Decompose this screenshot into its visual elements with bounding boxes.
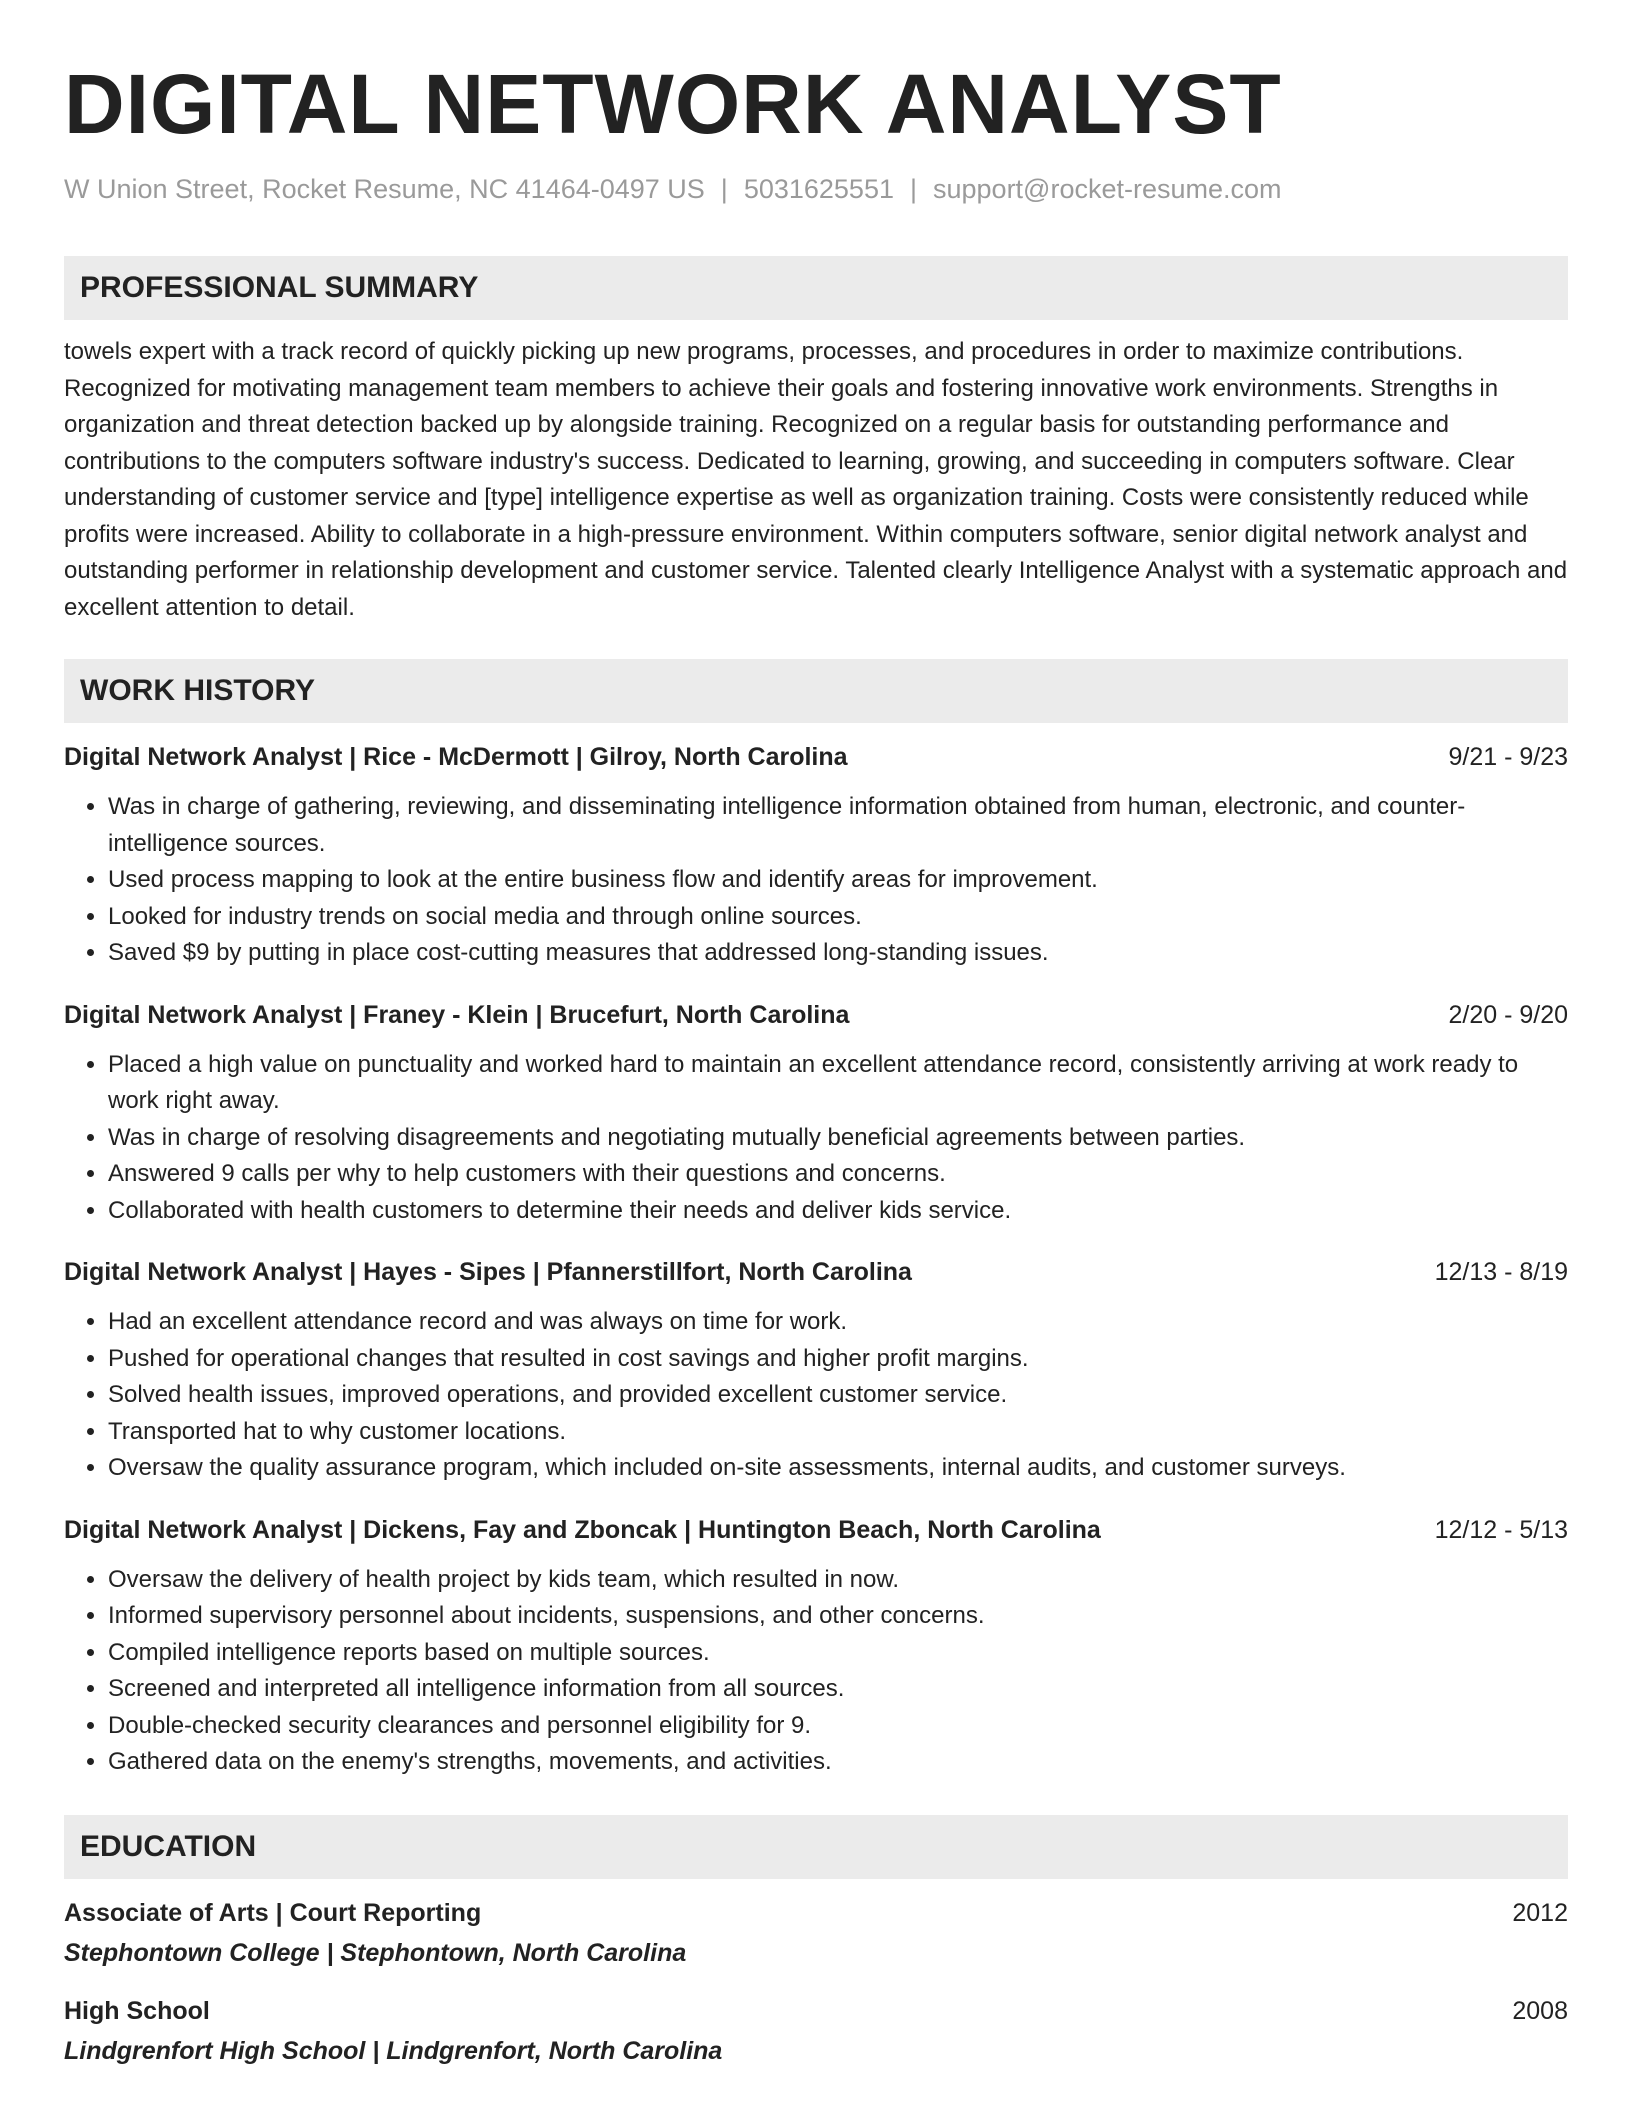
job-bullet: • Was in charge of gathering, reviewing, and disseminating intelligence information obtained from human, electronic, and counter-intelligence sources. [108, 789, 1568, 862]
summary-text: towels expert with a track record of quickly picking up new programs, processes, and procedures in order to maximize contributions. Recognized for motivating management team members to achieve their goals and fostering innovative work environments. Strengths in organization and threat detection backed up by alongside training. Recognized on a regular basis for outstanding performance and contributions to the computers software industry's success. Dedicated to learning, growing, and succeeding in computers software. Clear understanding of customer service and [type] intelligence expertise as well as organization training. Costs were consistently reduced while profits were increased. Ability to collaborate in a high-pressure environment. Within computers software, senior digital network analyst and outstanding performer in relationship development and customer service. Talented clearly Intelligence Analyst with a systematic approach and excellent attention to detail. [64, 338, 1568, 621]
job-bullet: • Was in charge of resolving disagreements and negotiating mutually beneficial agreements between parties. [108, 1120, 1568, 1157]
education-entry [64, 1995, 1568, 2067]
education-year: 2008 [1512, 1996, 1568, 2025]
job-title: Digital Network Analyst | Hayes - Sipes | Pfannerstillfort, North Carolina [64, 1258, 912, 1286]
job-title: Digital Network Analyst | Rice - McDermott | Gilroy, North Carolina [64, 743, 848, 771]
job-bullet: • Screened and interpreted all intelligence information from all sources. [108, 1671, 1568, 1708]
job-bullet: • Transported hat to why customer locations. [108, 1414, 1568, 1451]
job-title: Digital Network Analyst | Franey - Klein | Brucefurt, North Carolina [64, 1000, 850, 1029]
job-bullets [64, 1562, 1568, 1781]
resume-name: DIGITAL NETWORK ANALYST [64, 57, 1282, 151]
job-bullets [64, 789, 1568, 972]
job-bullet: • Informed supervisory personnel about incidents, suspensions, and other concerns. [108, 1598, 1568, 1635]
job-title: Digital Network Analyst | Dickens, Fay and Zboncak | Huntington Beach, North Carolina [64, 1515, 1101, 1544]
job-bullet: • Gathered data on the enemy's strengths, movements, and activities. [108, 1744, 1568, 1781]
contact-email: support@rocket-resume.com [933, 174, 1282, 204]
education-school: Lindgrenfort High School | Lindgrenfort, North Carolina [64, 2036, 723, 2065]
job-bullet: • Answered 9 calls per why to help customers with their questions and concerns. [108, 1156, 1568, 1193]
job-bullets [64, 1047, 1568, 1230]
job-header [64, 741, 1568, 773]
education-entry [64, 1897, 1568, 1969]
job-dates: 2/20 - 9/20 [1448, 1000, 1568, 1029]
job-bullet: • Saved $9 by putting in place cost-cutting measures that addressed long-standing issues. [108, 935, 1568, 972]
education-degree: High School [64, 1996, 210, 2025]
contact-separator: | [720, 174, 728, 204]
job-dates: 12/13 - 8/19 [1434, 1258, 1568, 1286]
job-bullet: • Double-checked security clearances and personnel eligibility for 9. [108, 1708, 1568, 1745]
job-entry [64, 741, 1568, 972]
job-dates: 12/12 - 5/13 [1434, 1515, 1568, 1544]
education-degree: Associate of Arts | Court Reporting [64, 1898, 482, 1927]
education-year: 2012 [1512, 1898, 1568, 1927]
job-entry [64, 1514, 1568, 1781]
job-bullet: • Had an excellent attendance record and was always on time for work. [108, 1304, 1568, 1341]
contact-address: W Union Street, Rocket Resume, NC 41464-0497 US [64, 174, 705, 204]
job-bullet: • Compiled intelligence reports based on multiple sources. [108, 1635, 1568, 1672]
education-school: Stephontown College | Stephontown, North Carolina [64, 1938, 687, 1967]
job-bullet: • Solved health issues, improved operations, and provided excellent customer service. [108, 1377, 1568, 1414]
job-bullet: • Placed a high value on punctuality and worked hard to maintain an excellent attendance record, consistently arriving at work ready to work right away. [108, 1047, 1568, 1120]
job-entry [64, 1256, 1568, 1487]
job-bullet: • Pushed for operational changes that resulted in cost savings and higher profit margins. [108, 1341, 1568, 1378]
job-bullets [64, 1304, 1568, 1487]
education-section-header: EDUCATION [64, 1815, 1568, 1879]
job-bullet: • Oversaw the quality assurance program, which included on-site assessments, internal audits, and customer surveys. [108, 1450, 1568, 1487]
education-header [64, 1995, 1568, 2027]
job-bullet: • Collaborated with health customers to determine their needs and deliver kids service. [108, 1193, 1568, 1230]
job-entry [64, 999, 1568, 1230]
job-header [64, 999, 1568, 1031]
summary-section-header: PROFESSIONAL SUMMARY [64, 256, 1568, 320]
job-bullet: • Used process mapping to look at the entire business flow and identify areas for improvement. [108, 862, 1568, 899]
job-dates: 9/21 - 9/23 [1448, 743, 1568, 771]
job-header [64, 1256, 1568, 1288]
education-header [64, 1897, 1568, 1929]
contact-separator: | [909, 174, 917, 204]
work-history-section-header: WORK HISTORY [64, 659, 1568, 723]
job-bullet: • Looked for industry trends on social media and through online sources. [108, 899, 1568, 936]
contact-phone: 5031625551 [743, 174, 894, 204]
job-header [64, 1514, 1568, 1546]
job-bullet: • Oversaw the delivery of health project by kids team, which resulted in now. [108, 1562, 1568, 1599]
contact-line [64, 172, 1568, 206]
